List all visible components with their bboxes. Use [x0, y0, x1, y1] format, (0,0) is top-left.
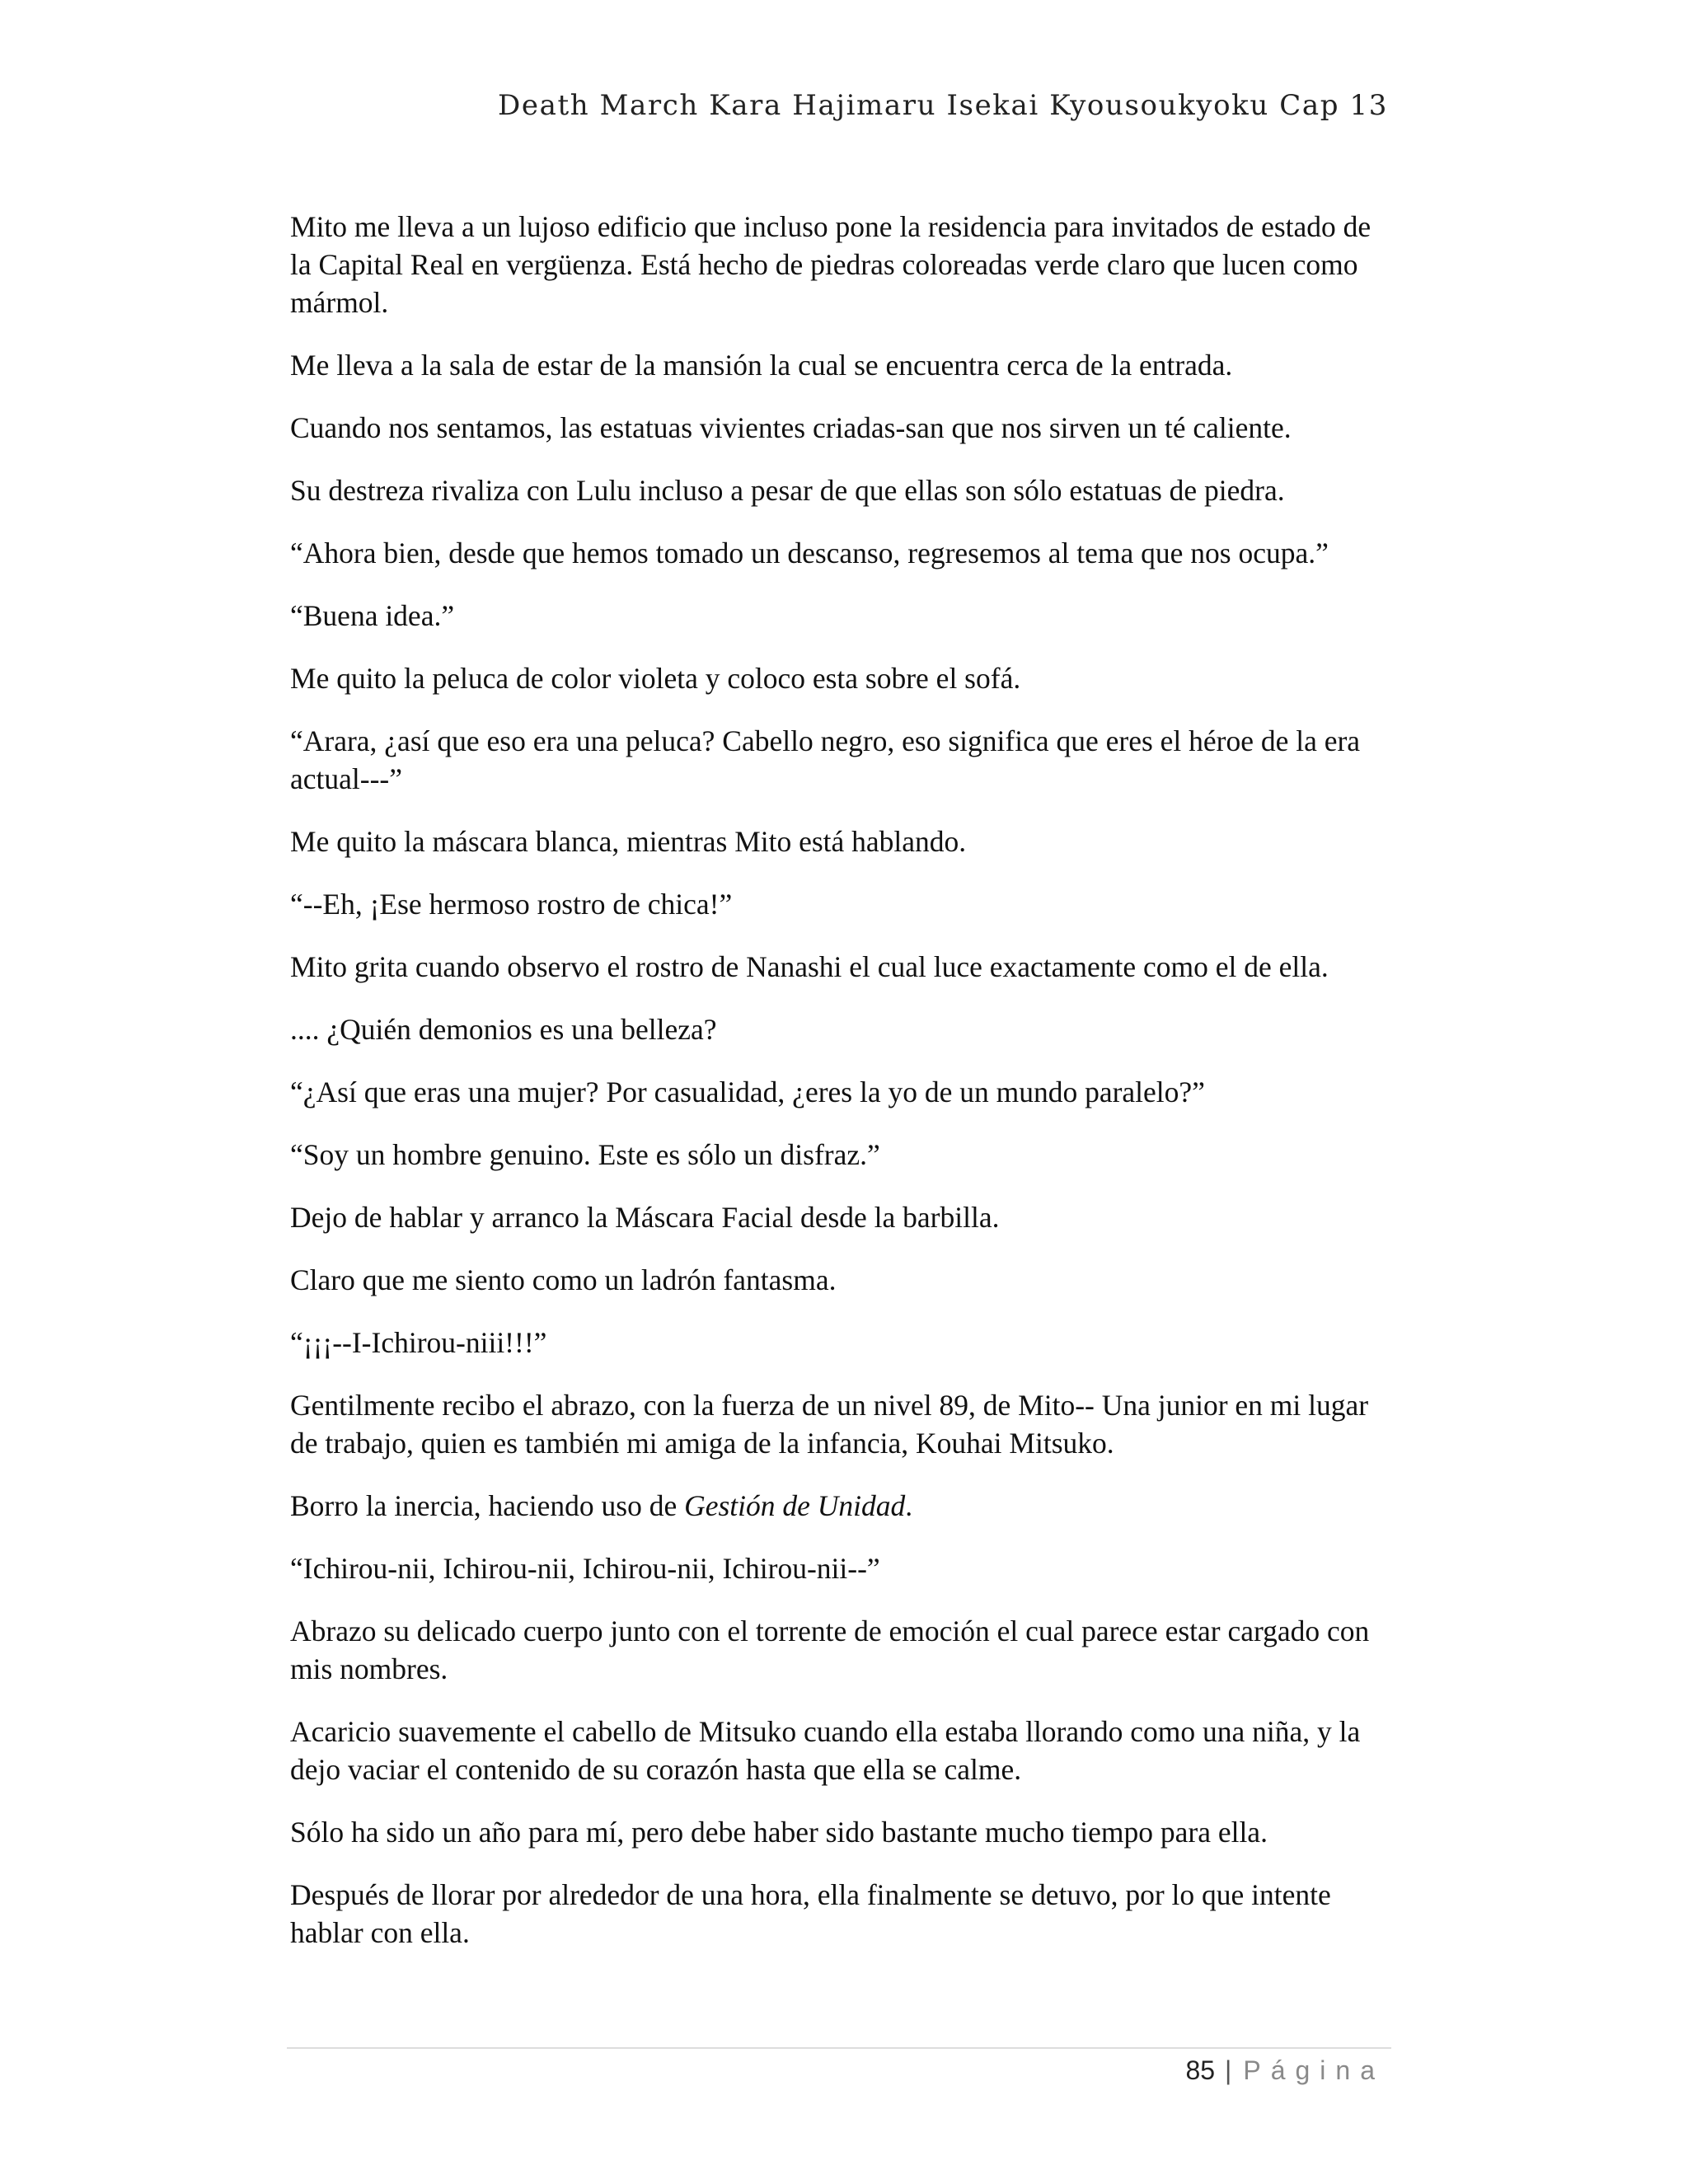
paragraph: Mito me lleva a un lujoso edificio que incluso pone la residencia para invitados de estado de la Capital Real en vergüenza. Está hecho de piedras coloreadas verde claro que lucen como mármol.: [290, 210, 1372, 319]
footer-separator: |: [1225, 2055, 1232, 2085]
running-header: Death March Kara Hajimaru Isekai Kyousoukyoku Cap 13: [498, 89, 1388, 122]
paragraph: Me lleva a la sala de estar de la mansión la cual se encuentra cerca de la entrada.: [290, 349, 1233, 382]
page-body: [290, 208, 1390, 1976]
paragraph: Claro que me siento como un ladrón fantasma.: [290, 1263, 837, 1296]
paragraph: Gentilmente recibo el abrazo, con la fuerza de un nivel 89, de Mito-- Una junior en mi lugar de trabajo, quien es también mi amiga de la infancia, Kouhai Mitsuko.: [290, 1389, 1369, 1460]
dialogue-paragraph: “Buena idea.”: [290, 599, 455, 632]
paragraph: Después de llorar por alrededor de una hora, ella finalmente se detuvo, por lo que intente hablar con ella.: [290, 1878, 1331, 1949]
dialogue-paragraph: “¿Así que eras una mujer? Por casualidad, ¿eres la yo de un mundo paralelo?”: [290, 1076, 1205, 1108]
page-label: Página: [1243, 2055, 1385, 2085]
paragraph: Dejo de hablar y arranco la Máscara Facial desde la barbilla.: [290, 1201, 1000, 1234]
italic-term: Gestión de Unidad: [684, 1489, 906, 1522]
paragraph: Cuando nos sentamos, las estatuas vivientes criadas-san que nos sirven un té caliente.: [290, 411, 1292, 444]
dialogue-paragraph: “--Eh, ¡Ese hermoso rostro de chica!”: [290, 888, 733, 921]
page-number: 85: [1185, 2055, 1216, 2085]
paragraph: Su destreza rivaliza con Lulu incluso a pesar de que ellas son sólo estatuas de piedra.: [290, 474, 1285, 507]
paragraph: Me quito la máscara blanca, mientras Mito está hablando.: [290, 825, 967, 858]
paragraph: Acaricio suavemente el cabello de Mitsuko cuando ella estaba llorando como una niña, y la dejo vaciar el contenido de su corazón hasta que ella se calme.: [290, 1715, 1361, 1786]
paragraph: Abrazo su delicado cuerpo junto con el torrente de emoción el cual parece estar cargado con mis nombres.: [290, 1615, 1370, 1685]
paragraph-text-end: .: [905, 1489, 913, 1522]
paragraph: Mito grita cuando observo el rostro de Nanashi el cual luce exactamente como el de ella.: [290, 950, 1329, 983]
paragraph: Me quito la peluca de color violeta y coloco esta sobre el sofá.: [290, 662, 1021, 695]
paragraph-with-italic: [290, 1487, 1390, 1525]
paragraph: .... ¿Quién demonios es una belleza?: [290, 1013, 717, 1046]
dialogue-paragraph: “Ahora bien, desde que hemos tomado un descanso, regresemos al tema que nos ocupa.”: [290, 537, 1329, 569]
dialogue-paragraph: “Arara, ¿así que eso era una peluca? Cabello negro, eso significa que eres el héroe de la era actual---”: [290, 724, 1361, 795]
dialogue-paragraph: “¡¡¡--I-Ichirou-niii!!!”: [290, 1326, 547, 1359]
paragraph-text: Borro la inercia, haciendo uso de: [290, 1489, 685, 1522]
dialogue-paragraph: “Soy un hombre genuino. Este es sólo un disfraz.”: [290, 1138, 880, 1171]
footer-divider: [287, 2047, 1391, 2049]
paragraph: Sólo ha sido un año para mí, pero debe haber sido bastante mucho tiempo para ella.: [290, 1816, 1268, 1849]
page-footer: [1185, 2055, 1385, 2086]
dialogue-paragraph: “Ichirou-nii, Ichirou-nii, Ichirou-nii, Ichirou-nii--”: [290, 1552, 880, 1585]
